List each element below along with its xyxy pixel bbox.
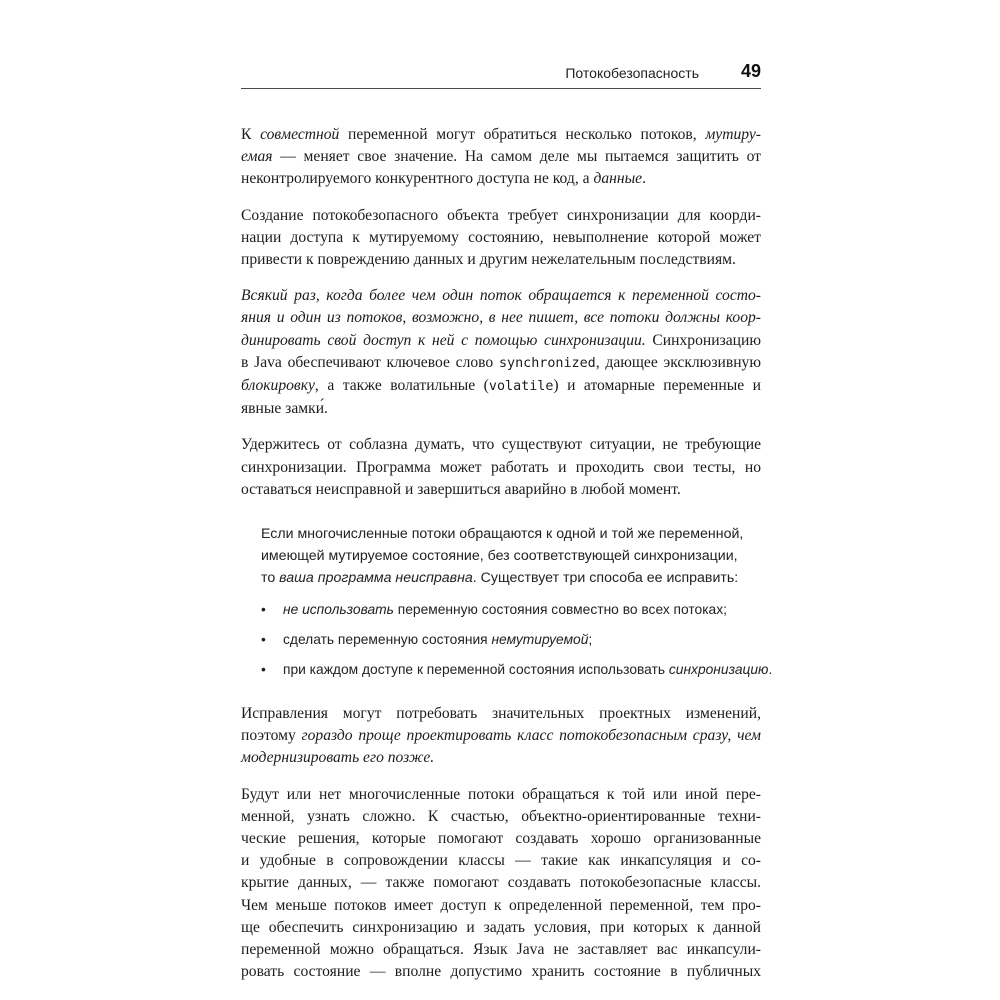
note-line: имеющей мутируемое состояние, без соответствующей синхронизации, [261,548,738,565]
bullet-icon: • [261,662,266,678]
bullet-icon: • [261,602,266,618]
page-number: 49 [740,61,761,81]
page-body [241,124,773,997]
code-synchronized: synchronized [498,355,596,371]
callout-note [261,523,773,681]
fix-options-list [261,599,773,681]
text-line: явные замки́. [241,400,328,418]
running-header [241,62,761,89]
text-line: переменной можно обращаться. Язык Java не заставляет вас инкапсули- [241,941,761,959]
text-line: менной, узнать сложно. К счастью, объектно-ориентированные техни- [241,807,761,825]
list-item: • сделать переменную состояния немутируемой; [261,629,761,651]
note-line: Если многочисленные потоки обращаются к одной и той же переменной, [261,526,744,543]
text-line: Будут или нет многочисленные потоки обращаться к той или иной пере- [241,785,761,803]
text-line: нации доступа к мутируемому состоянию, невыполнение которой может [241,228,761,246]
bullet-icon: • [261,632,266,648]
paragraph-temptation [241,434,761,501]
text-line: ще обеспечить синхронизацию и задать условия, при которых к данной [241,918,761,936]
text-line: емая — меняет свое значение. На самом деле мы пытаемся защитить от [241,148,761,166]
text-line: Удержитесь от соблазна думать, что существуют ситуации, не требующие [241,436,761,454]
text-line: ровать состояние — вполне допустимо хранить состояние в публичных [241,963,761,981]
text-line: яния и один из потоков, возможно, в нее пишет, все потоки должны коор- [241,309,761,327]
text-line: Чем меньше потоков имеет доступ к определенной переменной, тем про- [241,896,761,914]
text-line: привести к повреждению данных и другим нежелательным последствиям. [241,251,736,269]
paragraph-thread-safe-object [241,205,761,272]
paragraph-fixes [241,703,761,770]
section-title: Потокобезопасность [565,65,699,81]
note-line: то ваша программа неисправна. Существует три способа ее исправить: [261,570,739,587]
text-line: ческие решения, которые помогают создавать хорошо организованные [241,830,761,848]
text-line: крытие данных, — также помогают создавать потокобезопасные классы. [241,874,761,892]
paragraph-synchronization-rule [241,285,761,420]
text-line: и удобные в сопровождении классы — такие как инкапсуляция и со- [241,852,761,870]
text-line: динировать свой доступ к ней с помощью синхронизации. Синхронизацию [241,331,761,349]
paragraph-encapsulation [241,784,761,984]
text-line: Всякий раз, когда более чем один поток обращается к переменной состо- [241,287,761,305]
list-item: • не использовать переменную состояния совместно во всех потоках; [261,599,761,621]
text-line: модернизировать его позже. [241,749,435,767]
text-line: неконтролируемого конкурентного доступа не код, а данные. [241,170,646,188]
text-line: Создание потокобезопасного объекта требует синхронизации для коорди- [241,206,761,224]
text-line: К совместной переменной могут обратиться несколько потоков, мутиру- [241,126,761,143]
text-line: поэтому гораздо проще проектировать класс потокобезопасным сразу, чем [241,727,761,745]
text-line: блокировку, а также волатильные (volatile) и атомарные переменные и [241,377,761,395]
list-item: • при каждом доступе к переменной состояния использовать синхронизацию. [261,659,761,681]
text-line: синхронизации. Программа может работать и проходить свои тесты, но [241,458,761,476]
code-volatile: volatile [488,379,554,395]
text-line: Исправления могут потребовать значительных проектных изменений, [241,705,761,723]
text-line: оставаться неисправной и завершиться аварийно в любой момент. [241,480,681,498]
paragraph-shared-variable [241,124,761,191]
text-line: в Java обеспечивают ключевое слово synchronized, дающее эксклюзивную [241,353,761,371]
